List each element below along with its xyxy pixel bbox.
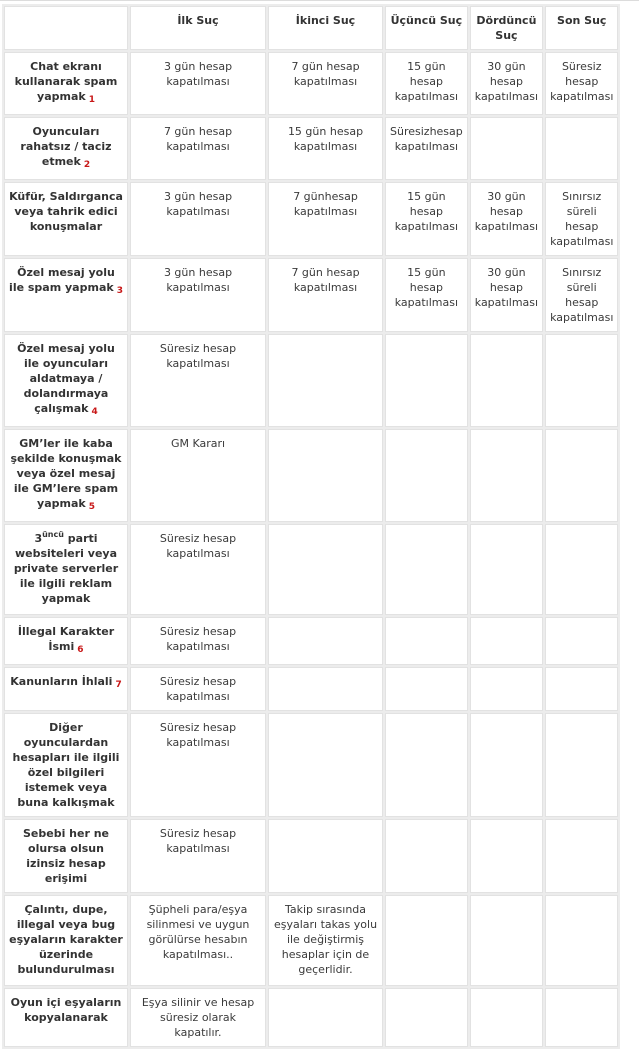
- penalty-cell: 7 gün hesap kapatılması: [268, 52, 383, 115]
- header-final-offense: Son Suç: [545, 6, 618, 50]
- offense-name-ordinal: üncü: [42, 530, 64, 539]
- penalty-cell: [385, 895, 468, 986]
- offense-name-text: Oyun içi eşyaların kopyalanarak: [10, 996, 122, 1024]
- top-divider: [0, 0, 639, 1]
- header-row: [4, 6, 618, 50]
- penalty-cell: [268, 524, 383, 615]
- penalty-table: [2, 4, 620, 1049]
- offense-name: [4, 117, 128, 180]
- penalty-cell: [470, 667, 543, 711]
- penalty-cell: [385, 429, 468, 522]
- table-row: [4, 258, 618, 332]
- offense-name-text: parti websiteleri veya private serverler ile ilgili reklam yapmak: [13, 532, 119, 605]
- penalty-cell: Süresiz hesap kapatılması: [130, 334, 266, 427]
- penalty-cell: [545, 117, 618, 180]
- penalty-cell: [385, 667, 468, 711]
- table-row: [4, 429, 618, 522]
- penalty-cell: Süresiz hesap kapatılması: [130, 819, 266, 893]
- penalty-cell: [385, 713, 468, 817]
- offense-name-text: Diğer oyunculardan hesapları ile ilgili özel bilgileri istemek veya buna kalkışmak: [12, 721, 120, 809]
- penalty-cell: 15 gün hesap kapatılması: [385, 52, 468, 115]
- table-row: [4, 819, 618, 893]
- penalty-cell: [470, 117, 543, 180]
- penalty-cell: [545, 988, 618, 1047]
- penalty-cell: [470, 819, 543, 893]
- offense-name: [4, 895, 128, 986]
- penalty-cell: Sınırsız süreli hesap kapatılması: [545, 258, 618, 332]
- penalty-cell: [470, 429, 543, 522]
- offense-name-text: Özel mesaj yolu ile oyuncuları aldatmaya / dolandırmaya çalışmak: [17, 342, 115, 415]
- offense-name-text: Sebebi her ne olursa olsun izinsiz hesap erişimi: [22, 827, 110, 885]
- penalty-cell: 15 gün hesap kapatılması: [385, 258, 468, 332]
- penalty-cell: 3 gün hesap kapatılması: [130, 182, 266, 256]
- penalty-cell: [545, 524, 618, 615]
- penalty-cell: [470, 988, 543, 1047]
- offense-name: [4, 334, 128, 427]
- footnote-marker: 6: [77, 645, 84, 655]
- penalty-cell: Süresiz hesap kapatılması: [130, 713, 266, 817]
- offense-name-text: Çalıntı, dupe, illegal veya bug eşyaların karakter üzerinde bulundurulması: [9, 903, 123, 976]
- penalty-cell: Eşya silinir ve hesap süresiz olarak kapatılır.: [130, 988, 266, 1047]
- table-row: [4, 895, 618, 986]
- footnote-marker: 2: [83, 160, 91, 170]
- penalty-table-wrapper: [2, 4, 620, 1049]
- penalty-cell: Süresiz hesap kapatılması: [130, 524, 266, 615]
- offense-name: [4, 617, 128, 665]
- penalty-cell: [545, 334, 618, 427]
- header-third-offense: Üçüncü Suç: [385, 6, 468, 50]
- penalty-cell: 15 gün hesap kapatılması: [385, 182, 468, 256]
- offense-name-text: GM’ler ile kaba şekilde konuşmak veya özel mesaj ile GM’lere spam yapmak: [10, 437, 122, 510]
- offense-name: [4, 713, 128, 817]
- table-row: [4, 117, 618, 180]
- table-row: [4, 52, 618, 115]
- footnote-marker: 4: [91, 407, 98, 417]
- penalty-cell: [385, 988, 468, 1047]
- offense-name: [4, 258, 128, 332]
- penalty-cell: [470, 524, 543, 615]
- penalty-cell: 30 gün hesap kapatılması: [470, 182, 543, 256]
- penalty-cell: [470, 617, 543, 665]
- penalty-cell: 30 gün hesap kapatılması: [470, 258, 543, 332]
- offense-name: [4, 524, 128, 615]
- offense-name: [4, 819, 128, 893]
- offense-name-text: Küfür, Saldırganca veya tahrik edici konuşmalar: [9, 190, 123, 233]
- penalty-cell: Süresizhesap kapatılması: [385, 117, 468, 180]
- penalty-cell: 15 gün hesap kapatılması: [268, 117, 383, 180]
- offense-name-prefix: 3: [34, 532, 43, 545]
- header-empty: [4, 6, 128, 50]
- penalty-cell: Şüpheli para/eşya silinmesi ve uygun görülürse hesabın kapatılması..: [130, 895, 266, 986]
- penalty-cell: [268, 617, 383, 665]
- penalty-cell: [385, 617, 468, 665]
- penalty-cell: GM Kararı: [130, 429, 266, 522]
- footnote-marker: 7: [115, 680, 122, 690]
- offense-name-text: Kanunların İhlali: [10, 675, 113, 688]
- penalty-cell: [385, 524, 468, 615]
- table-row: [4, 182, 618, 256]
- penalty-cell: 7 günhesap kapatılması: [268, 182, 383, 256]
- offense-name: [4, 182, 128, 256]
- penalty-cell: [545, 819, 618, 893]
- footnote-marker: 1: [88, 95, 95, 105]
- header-second-offense: İkinci Suç: [268, 6, 383, 50]
- table-row: [4, 988, 618, 1047]
- penalty-cell: [545, 713, 618, 817]
- penalty-cell: [545, 617, 618, 665]
- penalty-cell: 7 gün hesap kapatılması: [268, 258, 383, 332]
- penalty-cell: [268, 713, 383, 817]
- table-row: [4, 617, 618, 665]
- penalty-cell: [268, 988, 383, 1047]
- penalty-cell: [268, 819, 383, 893]
- penalty-cell: [385, 819, 468, 893]
- offense-name-text: Oyuncuları rahatsız / taciz etmek: [20, 125, 112, 168]
- penalty-cell: [545, 667, 618, 711]
- offense-name: [4, 429, 128, 522]
- penalty-cell: 3 gün hesap kapatılması: [130, 52, 266, 115]
- offense-name: [4, 988, 128, 1047]
- penalty-cell: 3 gün hesap kapatılması: [130, 258, 266, 332]
- header-fourth-offense: Dördüncü Suç: [470, 6, 543, 50]
- penalty-cell: [268, 334, 383, 427]
- offense-name: [4, 667, 128, 711]
- table-row: [4, 524, 618, 615]
- penalty-cell: Süresiz hesap kapatılması: [545, 52, 618, 115]
- penalty-cell: Süresiz hesap kapatılması: [130, 667, 266, 711]
- offense-name-text: İllegal Karakter İsmi: [17, 625, 115, 653]
- footnote-marker: 3: [116, 286, 123, 296]
- penalty-cell: Takip sırasında eşyaları takas yolu ile değiştirmiş hesaplar için de geçerlidir.: [268, 895, 383, 986]
- offense-name-text: Özel mesaj yolu ile spam yapmak: [9, 266, 115, 294]
- offense-name: [4, 52, 128, 115]
- penalty-cell: Sınırsız süreli hesap kapatılması: [545, 182, 618, 256]
- header-first-offense: İlk Suç: [130, 6, 266, 50]
- penalty-cell: [470, 334, 543, 427]
- offense-name-text: Chat ekranı kullanarak spam yapmak: [14, 60, 118, 103]
- table-row: [4, 334, 618, 427]
- penalty-cell: Süresiz hesap kapatılması: [130, 617, 266, 665]
- penalty-cell: 30 gün hesap kapatılması: [470, 52, 543, 115]
- table-row: [4, 713, 618, 817]
- footnote-marker: 5: [88, 502, 95, 512]
- penalty-cell: 7 gün hesap kapatılması: [130, 117, 266, 180]
- penalty-cell: [268, 667, 383, 711]
- table-row: [4, 667, 618, 711]
- penalty-cell: [385, 334, 468, 427]
- penalty-cell: [470, 895, 543, 986]
- penalty-cell: [268, 429, 383, 522]
- penalty-cell: [545, 429, 618, 522]
- penalty-cell: [545, 895, 618, 986]
- penalty-cell: [470, 713, 543, 817]
